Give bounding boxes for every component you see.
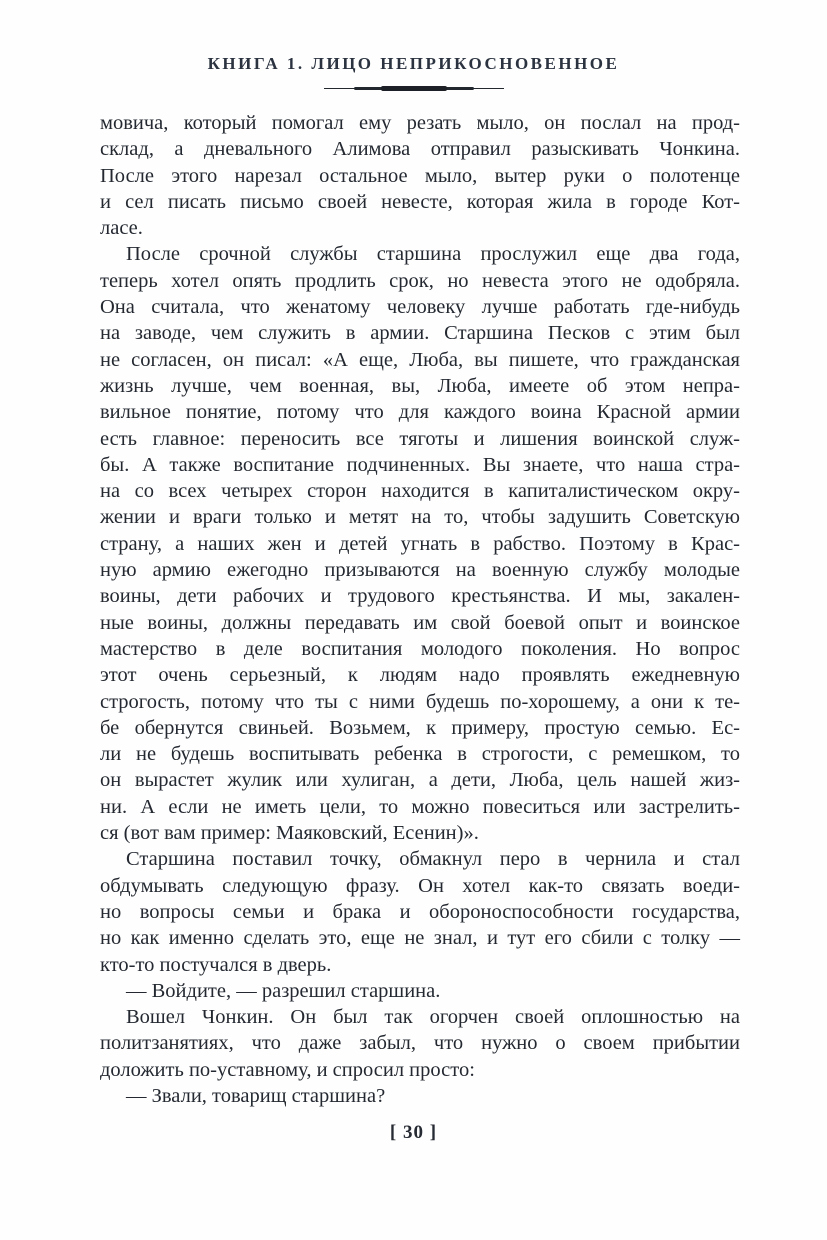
page-number: [ 30 ] [389,1122,438,1143]
text-line: и сел писать письмо своей невесте, которая жила в городе Кот- [100,190,740,213]
paragraph [100,846,740,977]
text-line: — Звали, товарищ старшина? [126,1084,386,1107]
divider-thick-rule [381,86,447,91]
text-line: кто-то постучался в дверь. [100,953,332,976]
text-line: строгость, потому что ты с ними будешь по-хорошему, а они к те- [100,690,740,713]
text-line: ни. А если не иметь цели, то можно повеситься или застрелить- [100,795,740,818]
text-line: не согласен, он писал: «А еще, Люба, вы пишете, что гражданская [100,348,740,371]
text-line: жизнь лучше, чем военная, вы, Люба, имеете об этом непра- [100,374,740,397]
paragraph [100,1083,740,1109]
text-line: бы. А также воспитание подчиненных. Вы знаете, что наша стра- [100,453,740,476]
text-line: мастерство в деле воспитания молодого поколения. Но вопрос [100,637,740,660]
text-line: Вошел Чонкин. Он был так огорчен своей оплошностью на [126,1006,740,1029]
text-column [100,110,740,1109]
text-line: ли не будешь воспитывать ребенка в строгости, с ремешком, то [100,743,740,766]
text-line: он вырастет жулик или хулиган, а дети, Люба, цель нашей жиз- [100,769,740,792]
text-line: но как именно сделать это, еще не знал, и тут его сбили с толку — [100,927,740,950]
running-header: КНИГА 1. ЛИЦО НЕПРИКОСНОВЕННОЕ [207,54,620,73]
text-line: ные воины, должны передавать им свой боевой опыт и воинское [100,611,740,634]
paragraph [100,978,740,1004]
text-line: — Войдите, — разрешил старшина. [126,979,441,1002]
text-line: вильное понятие, потому что для каждого воина Красной армии [100,401,740,424]
section-divider-ornament [324,85,504,93]
text-line: теперь хотел опять продлить срок, но невеста этого не одобряла. [100,269,740,292]
text-line: После этого нарезал остальное мыло, вытер руки о полотенце [100,164,740,187]
text-line: обдумывать следующую фразу. Он хотел как-то связать воеди- [100,874,740,897]
text-line: есть главное: переносить все тяготы и лишения воинской служ- [100,427,740,450]
text-line: ную армию ежегодно призываются на военную службу молодые [100,559,740,582]
text-line: доложить по-уставному, и спросил просто: [100,1058,475,1081]
text-line: политзанятиях, что даже забыл, что нужно о своем прибытии [100,1032,740,1055]
text-line: После срочной службы старшина прослужил еще два года, [126,243,740,266]
text-line: на заводе, чем служить в армии. Старшина Песков с этим был [100,322,740,345]
text-line: ся (вот вам пример: Маяковский, Есенин)». [100,822,479,845]
paragraph [100,110,740,241]
text-line: мовича, который помогал ему резать мыло, он послал на прод- [100,112,740,134]
text-line: жении и враги только и метят на то, чтобы задушить Советскую [100,506,740,529]
text-line: на со всех четырех сторон находится в капиталистическом окру- [100,480,740,503]
text-line: Старшина поставил точку, обмакнул перо в чернила и стал [126,848,740,871]
text-line: бе обернутся свиньей. Возьмем, к примеру, простую семью. Ес- [100,716,740,739]
text-line: воины, дети рабочих и трудового крестьянства. И мы, закален- [100,585,740,608]
text-line: страну, а наших жен и детей угнать в рабство. Поэтому в Крас- [100,532,740,555]
paragraph [100,241,740,846]
paragraph [100,1004,740,1083]
text-line: но вопросы семьи и брака и обороноспособности государства, [100,900,740,923]
text-line: склад, а дневального Алимова отправил разыскивать Чонкина. [100,138,740,161]
text-line: ласе. [100,217,143,240]
text-line: этот очень серьезный, к людям надо проявлять ежедневную [100,664,740,687]
text-line: Она считала, что женатому человеку лучше работать где-нибудь [100,296,740,319]
